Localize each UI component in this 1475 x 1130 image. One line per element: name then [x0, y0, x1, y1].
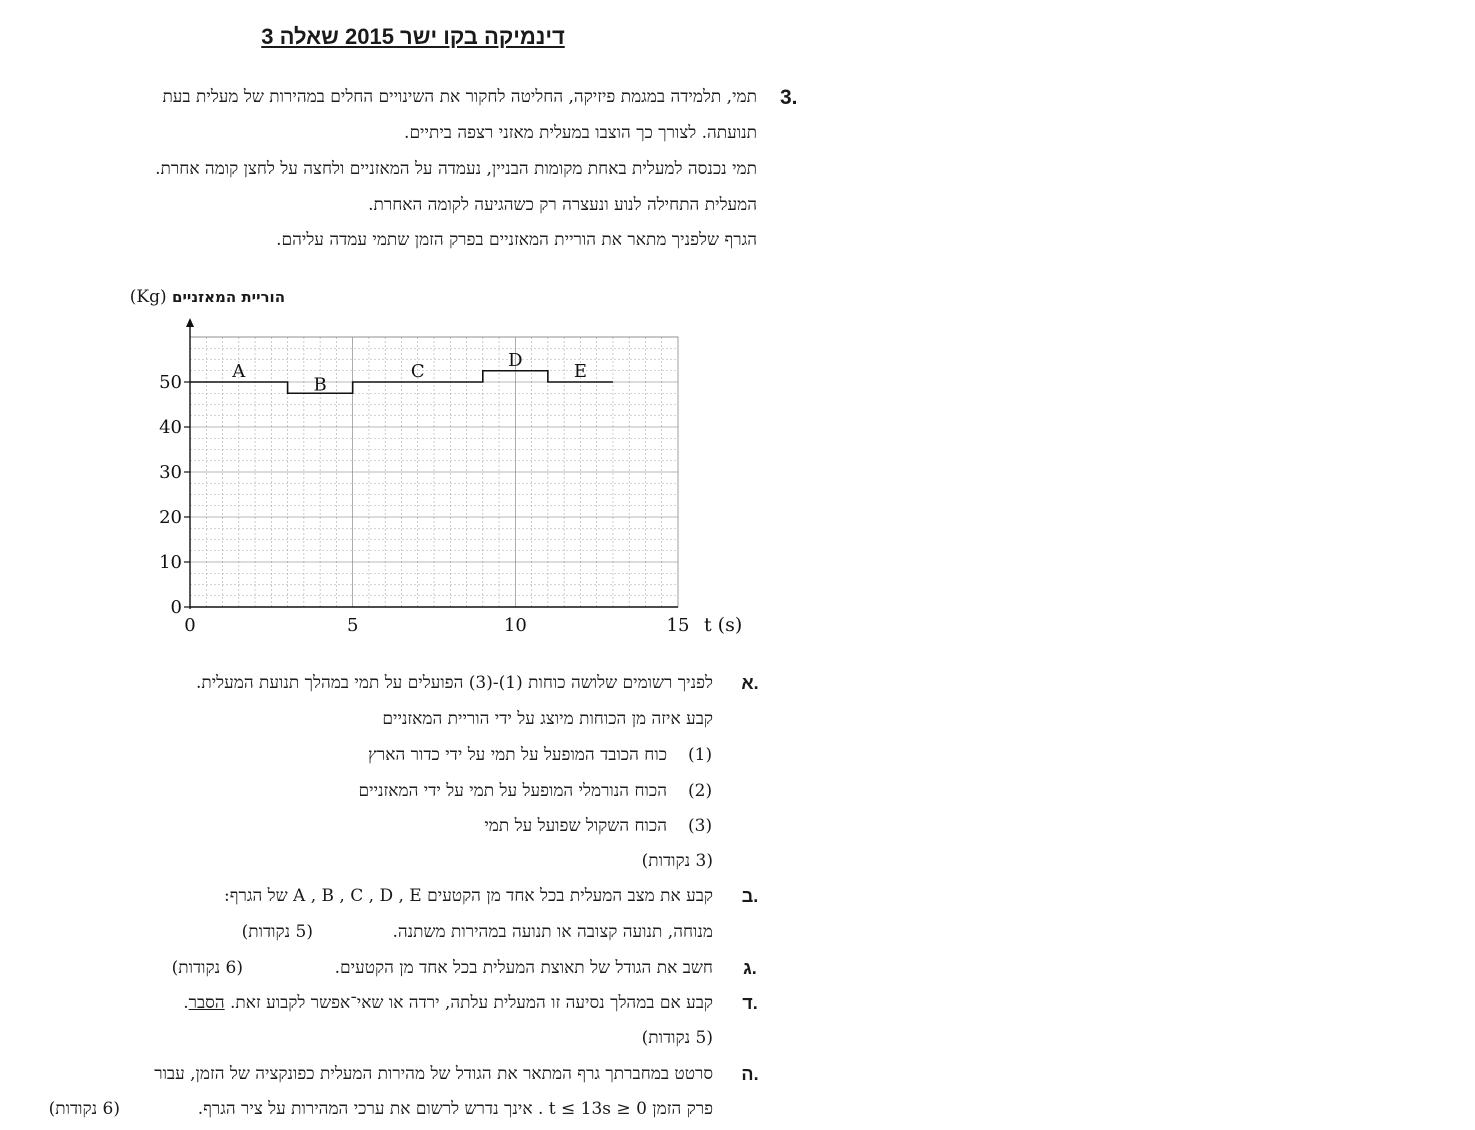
- option-3-text: הכוח השקול שפועל על תמי: [484, 816, 667, 836]
- segment-label-d: D: [508, 349, 523, 371]
- part-d-text: קבע אם במהלך נסיעה זו המעלית עלתה, ירדה או שאי־אפשר לקבוע זאת.: [230, 993, 713, 1013]
- intro-line-1: תמי, תלמידה במגמת פיזיקה, החליטה לחקור את השינויים החלים במהירות של מעלית בעת: [162, 87, 757, 107]
- part-b-marker: ב.: [741, 886, 759, 906]
- segment-label-a: A: [232, 361, 246, 382]
- part-b-line-2: מנוחה, תנועה קצובה או תנועה במהירות משתנה.: [392, 922, 713, 942]
- intro-line-2: תנועתה. לצורך כך הוצבו במעלית מאזני רצפה ביתיים.: [404, 123, 757, 143]
- part-c-points: (6 נקודות): [171, 958, 243, 978]
- x-tick-label: 10: [503, 615, 527, 636]
- part-d-marker: ד.: [742, 993, 758, 1013]
- chart-y-label: [130, 287, 285, 307]
- question-number: 3.: [780, 86, 798, 109]
- x-tick-label: 0: [184, 615, 196, 636]
- y-tick-label: 20: [159, 507, 182, 528]
- segment-label-e: E: [573, 361, 587, 382]
- part-e-marker: ה.: [741, 1064, 759, 1084]
- scale-reading-chart: [140, 315, 760, 645]
- part-b-line-1: קבע את מצב המעלית בכל אחד מן הקטעים A , B , C , D , E של הגרף:: [223, 886, 713, 906]
- segment-label-c: C: [410, 361, 425, 382]
- y-tick-label: 10: [159, 552, 182, 573]
- intro-line-3: תמי נכנסה למעלית באחת מקומות הבניין, נעמדה על המאזניים ולחצה על לחצן קומה אחרת.: [155, 159, 757, 179]
- intro-line-4: המעלית התחילה לנוע ונעצרה רק כשהגיעה לקומה האחרת.: [368, 195, 757, 215]
- chart-y-label-text: הוריית המאזניים: [172, 288, 285, 306]
- part-c-marker: ג.: [743, 958, 757, 978]
- y-tick-label: 40: [159, 417, 182, 438]
- part-e-line-2: פרק הזמן 0 ≤ t ≤ 13s . אינך נדרש לרשום את ערכי המהירות על ציר הגרף.: [197, 1099, 713, 1119]
- part-d-line: [183, 993, 713, 1013]
- x-axis-label: t (s): [704, 614, 743, 636]
- option-1-number: (1): [688, 745, 713, 765]
- option-3-number: (3): [688, 816, 713, 836]
- page-title: דינמיקה בקו ישר 2015 שאלה 3: [261, 24, 565, 49]
- part-e-points: (6 נקודות): [48, 1099, 120, 1119]
- y-tick-label: 50: [159, 372, 182, 393]
- part-d-period: .: [183, 993, 189, 1013]
- y-tick-label: 0: [170, 597, 182, 618]
- option-2-number: (2): [688, 781, 713, 801]
- y-tick-label: 30: [159, 462, 182, 483]
- option-1-text: כוח הכובד המופעל על תמי על ידי כדור הארץ: [368, 745, 667, 765]
- part-e-line-1: סרטט במחברתך גרף המתאר את הגודל של מהירות המעלית כפונקציה של הזמן, עבור: [154, 1064, 713, 1084]
- part-a-line-2: קבע איזה מן הכוחות מיוצג על ידי הוריית המאזניים: [382, 709, 713, 729]
- part-b-points: (5 נקודות): [241, 922, 313, 942]
- part-d-points: (5 נקודות): [641, 1028, 713, 1048]
- part-a-line-1: לפניך רשומים שלושה כוחות (1)-(3) הפועלים על תמי במהלך תנועת המעלית.: [195, 673, 713, 693]
- chart-y-label-unit: (Kg): [129, 287, 167, 307]
- y-axis-arrow: [186, 318, 194, 327]
- part-c-line: חשב את הגודל של תאוצת המעלית בכל אחד מן הקטעים.: [334, 958, 713, 978]
- part-a-marker: א.: [741, 673, 759, 693]
- intro-line-5: הגרף שלפניך מתאר את הוריית המאזניים בפרק הזמן שתמי עמדה עליהם.: [276, 230, 757, 250]
- part-a-points: (3 נקודות): [641, 851, 713, 871]
- x-tick-label: 15: [666, 615, 690, 636]
- part-d-explain: הסבר: [188, 993, 225, 1013]
- x-tick-label: 5: [346, 615, 359, 636]
- segment-label-b: B: [313, 374, 327, 396]
- option-2-text: הכוח הנורמלי המופעל על תמי על ידי המאזניים: [358, 781, 667, 801]
